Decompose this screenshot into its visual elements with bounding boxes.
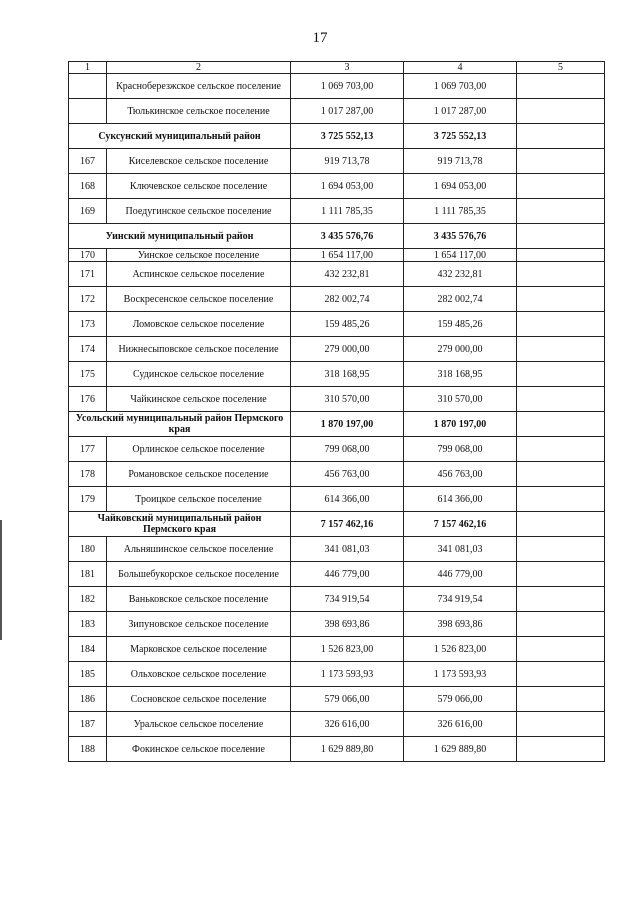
- col5-empty-cell: [517, 537, 605, 562]
- amount-col4-cell: 318 168,95: [404, 362, 517, 387]
- col5-empty-cell: [517, 199, 605, 224]
- table-row: [69, 362, 605, 387]
- settlement-name-cell: Воскресенское сельское поселение: [107, 287, 291, 312]
- col5-empty-cell: [517, 174, 605, 199]
- amount-col3-cell: 446 779,00: [291, 562, 404, 587]
- row-number-cell: 175: [69, 362, 107, 387]
- column-header: 3: [291, 62, 404, 74]
- row-number-cell: 187: [69, 712, 107, 737]
- amount-col4-cell: 3 725 552,13: [404, 124, 517, 149]
- district-total-row: [69, 512, 605, 537]
- table-header-row: [69, 62, 605, 74]
- amount-col4-cell: 734 919,54: [404, 587, 517, 612]
- settlement-name-cell: Орлинское сельское поселение: [107, 437, 291, 462]
- col5-empty-cell: [517, 437, 605, 462]
- row-number-cell: [69, 74, 107, 99]
- col5-empty-cell: [517, 662, 605, 687]
- amount-col4-cell: 1 173 593,93: [404, 662, 517, 687]
- row-number-cell: 173: [69, 312, 107, 337]
- amount-col3-cell: 1 111 785,35: [291, 199, 404, 224]
- table-row: [69, 99, 605, 124]
- row-number-cell: 168: [69, 174, 107, 199]
- col5-empty-cell: [517, 337, 605, 362]
- settlement-name-cell: Ключевское сельское поселение: [107, 174, 291, 199]
- amount-col3-cell: 456 763,00: [291, 462, 404, 487]
- row-number-cell: 188: [69, 737, 107, 762]
- amount-col3-cell: 318 168,95: [291, 362, 404, 387]
- amount-col4-cell: 1 654 117,00: [404, 249, 517, 262]
- row-number-cell: 169: [69, 199, 107, 224]
- row-number-cell: 184: [69, 637, 107, 662]
- row-number-cell: 180: [69, 537, 107, 562]
- budget-table: [68, 61, 605, 762]
- amount-col4-cell: 282 002,74: [404, 287, 517, 312]
- table-row: [69, 487, 605, 512]
- table-row: [69, 262, 605, 287]
- district-name-cell: Чайковский муниципальный район Пермского края: [69, 512, 291, 537]
- row-number-cell: 178: [69, 462, 107, 487]
- amount-col4-cell: 456 763,00: [404, 462, 517, 487]
- row-number-cell: 182: [69, 587, 107, 612]
- settlement-name-cell: Большебукорское сельское поселение: [107, 562, 291, 587]
- amount-col3-cell: 579 066,00: [291, 687, 404, 712]
- amount-col4-cell: 919 713,78: [404, 149, 517, 174]
- table-row: [69, 337, 605, 362]
- amount-col3-cell: 3 435 576,76: [291, 224, 404, 249]
- table-row: [69, 199, 605, 224]
- table-row: [69, 612, 605, 637]
- table-row: [69, 587, 605, 612]
- amount-col4-cell: 579 066,00: [404, 687, 517, 712]
- table-row: [69, 387, 605, 412]
- table-row: [69, 537, 605, 562]
- settlement-name-cell: Судинское сельское поселение: [107, 362, 291, 387]
- scan-edge-mark: [0, 520, 2, 640]
- row-number-cell: 185: [69, 662, 107, 687]
- district-total-row: [69, 124, 605, 149]
- amount-col4-cell: 1 111 785,35: [404, 199, 517, 224]
- amount-col3-cell: 1 694 053,00: [291, 174, 404, 199]
- amount-col3-cell: 799 068,00: [291, 437, 404, 462]
- table-row: [69, 712, 605, 737]
- settlement-name-cell: Марковское сельское поселение: [107, 637, 291, 662]
- col5-empty-cell: [517, 74, 605, 99]
- col5-empty-cell: [517, 249, 605, 262]
- settlement-name-cell: Поедугинское сельское поселение: [107, 199, 291, 224]
- amount-col4-cell: 1 870 197,00: [404, 412, 517, 437]
- col5-empty-cell: [517, 612, 605, 637]
- amount-col3-cell: 279 000,00: [291, 337, 404, 362]
- amount-col4-cell: 446 779,00: [404, 562, 517, 587]
- row-number-cell: 167: [69, 149, 107, 174]
- row-number-cell: 170: [69, 249, 107, 262]
- settlement-name-cell: Тюлькинское сельское поселение: [107, 99, 291, 124]
- row-number-cell: 172: [69, 287, 107, 312]
- amount-col4-cell: 1 017 287,00: [404, 99, 517, 124]
- row-number-cell: [69, 99, 107, 124]
- amount-col4-cell: 1 526 823,00: [404, 637, 517, 662]
- col5-empty-cell: [517, 262, 605, 287]
- col5-empty-cell: [517, 412, 605, 437]
- row-number-cell: 171: [69, 262, 107, 287]
- table-row: [69, 149, 605, 174]
- column-header: 2: [107, 62, 291, 74]
- settlement-name-cell: Ваньковское сельское поселение: [107, 587, 291, 612]
- col5-empty-cell: [517, 562, 605, 587]
- table-row: [69, 687, 605, 712]
- settlement-name-cell: Альняшинское сельское поселение: [107, 537, 291, 562]
- col5-empty-cell: [517, 512, 605, 537]
- column-header: 5: [517, 62, 605, 74]
- col5-empty-cell: [517, 287, 605, 312]
- amount-col3-cell: 432 232,81: [291, 262, 404, 287]
- amount-col4-cell: 159 485,26: [404, 312, 517, 337]
- table-row: [69, 462, 605, 487]
- row-number-cell: 186: [69, 687, 107, 712]
- amount-col4-cell: 799 068,00: [404, 437, 517, 462]
- col5-empty-cell: [517, 712, 605, 737]
- settlement-name-cell: Ольховское сельское поселение: [107, 662, 291, 687]
- page-number: 17: [312, 30, 328, 46]
- amount-col4-cell: 1 694 053,00: [404, 174, 517, 199]
- table-row: [69, 737, 605, 762]
- settlement-name-cell: Красноберезжское сельское поселение: [107, 74, 291, 99]
- amount-col3-cell: 1 526 823,00: [291, 637, 404, 662]
- amount-col4-cell: 1 069 703,00: [404, 74, 517, 99]
- settlement-name-cell: Чайкинское сельское поселение: [107, 387, 291, 412]
- col5-empty-cell: [517, 387, 605, 412]
- column-header: 1: [69, 62, 107, 74]
- settlement-name-cell: Романовское сельское поселение: [107, 462, 291, 487]
- district-total-row: [69, 412, 605, 437]
- amount-col4-cell: 341 081,03: [404, 537, 517, 562]
- col5-empty-cell: [517, 224, 605, 249]
- amount-col3-cell: 1 870 197,00: [291, 412, 404, 437]
- column-header: 4: [404, 62, 517, 74]
- table-row: [69, 662, 605, 687]
- table-row: [69, 249, 605, 262]
- amount-col4-cell: 7 157 462,16: [404, 512, 517, 537]
- col5-empty-cell: [517, 587, 605, 612]
- amount-col4-cell: 614 366,00: [404, 487, 517, 512]
- district-name-cell: Уинский муниципальный район: [69, 224, 291, 249]
- amount-col3-cell: 1 017 287,00: [291, 99, 404, 124]
- amount-col3-cell: 1 069 703,00: [291, 74, 404, 99]
- amount-col3-cell: 919 713,78: [291, 149, 404, 174]
- col5-empty-cell: [517, 687, 605, 712]
- amount-col3-cell: 159 485,26: [291, 312, 404, 337]
- table-row: [69, 287, 605, 312]
- col5-empty-cell: [517, 312, 605, 337]
- table-row: [69, 174, 605, 199]
- table-row: [69, 562, 605, 587]
- district-total-row: [69, 224, 605, 249]
- amount-col3-cell: 1 654 117,00: [291, 249, 404, 262]
- settlement-name-cell: Киселевское сельское поселение: [107, 149, 291, 174]
- col5-empty-cell: [517, 362, 605, 387]
- col5-empty-cell: [517, 637, 605, 662]
- row-number-cell: 181: [69, 562, 107, 587]
- amount-col3-cell: 1 629 889,80: [291, 737, 404, 762]
- col5-empty-cell: [517, 124, 605, 149]
- amount-col4-cell: 310 570,00: [404, 387, 517, 412]
- table-body: [69, 74, 605, 762]
- col5-empty-cell: [517, 462, 605, 487]
- amount-col3-cell: 341 081,03: [291, 537, 404, 562]
- amount-col4-cell: 398 693,86: [404, 612, 517, 637]
- amount-col3-cell: 734 919,54: [291, 587, 404, 612]
- col5-empty-cell: [517, 487, 605, 512]
- amount-col3-cell: 398 693,86: [291, 612, 404, 637]
- settlement-name-cell: Ломовское сельское поселение: [107, 312, 291, 337]
- district-name-cell: Суксунский муниципальный район: [69, 124, 291, 149]
- col5-empty-cell: [517, 99, 605, 124]
- col5-empty-cell: [517, 737, 605, 762]
- amount-col3-cell: 326 616,00: [291, 712, 404, 737]
- amount-col4-cell: 326 616,00: [404, 712, 517, 737]
- settlement-name-cell: Зипуновское сельское поселение: [107, 612, 291, 637]
- amount-col3-cell: 614 366,00: [291, 487, 404, 512]
- table-row: [69, 437, 605, 462]
- row-number-cell: 179: [69, 487, 107, 512]
- amount-col4-cell: 279 000,00: [404, 337, 517, 362]
- amount-col3-cell: 282 002,74: [291, 287, 404, 312]
- settlement-name-cell: Уинское сельское поселение: [107, 249, 291, 262]
- col5-empty-cell: [517, 149, 605, 174]
- row-number-cell: 174: [69, 337, 107, 362]
- amount-col4-cell: 432 232,81: [404, 262, 517, 287]
- row-number-cell: 183: [69, 612, 107, 637]
- table-row: [69, 637, 605, 662]
- settlement-name-cell: Нижнесыповское сельское поселение: [107, 337, 291, 362]
- amount-col4-cell: 1 629 889,80: [404, 737, 517, 762]
- table-row: [69, 312, 605, 337]
- row-number-cell: 177: [69, 437, 107, 462]
- amount-col3-cell: 7 157 462,16: [291, 512, 404, 537]
- table-row: [69, 74, 605, 99]
- settlement-name-cell: Сосновское сельское поселение: [107, 687, 291, 712]
- amount-col3-cell: 3 725 552,13: [291, 124, 404, 149]
- settlement-name-cell: Фокинское сельское поселение: [107, 737, 291, 762]
- settlement-name-cell: Аспинское сельское поселение: [107, 262, 291, 287]
- amount-col3-cell: 1 173 593,93: [291, 662, 404, 687]
- amount-col4-cell: 3 435 576,76: [404, 224, 517, 249]
- row-number-cell: 176: [69, 387, 107, 412]
- district-name-cell: Усольский муниципальный район Пермского края: [69, 412, 291, 437]
- settlement-name-cell: Уральское сельское поселение: [107, 712, 291, 737]
- settlement-name-cell: Троицкое сельское поселение: [107, 487, 291, 512]
- amount-col3-cell: 310 570,00: [291, 387, 404, 412]
